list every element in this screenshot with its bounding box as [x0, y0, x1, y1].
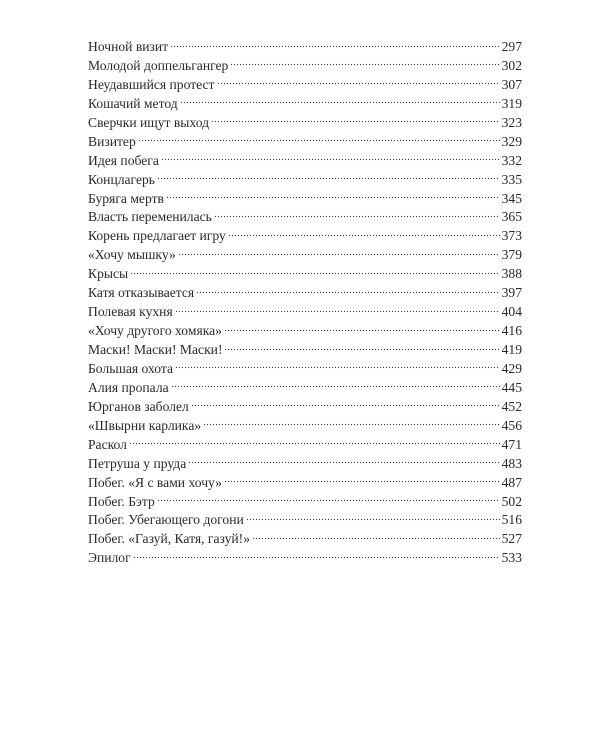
dot-leader	[175, 366, 500, 370]
toc-entry-title: Раскол	[88, 436, 127, 452]
toc-entry-title: Катя отказывается	[88, 285, 195, 301]
toc-entry-title: Кошачий метод	[88, 95, 178, 111]
toc-entry-page-number: 329	[501, 133, 522, 149]
toc-entry-title: Молодой доппельгангер	[88, 57, 229, 73]
toc-entry-page-number: 345	[501, 190, 522, 206]
dot-leader	[217, 82, 500, 86]
toc-entry-title: Сверчки ищут выход	[88, 114, 210, 130]
dot-leader	[191, 404, 500, 408]
toc-entry	[88, 417, 522, 436]
toc-entry-title: Побег. «Газуй, Катя, газуй!»	[88, 531, 250, 547]
toc-entry	[88, 493, 522, 512]
toc-entry	[88, 379, 522, 398]
dot-leader	[157, 177, 500, 181]
toc-entry-title: Петруша у пруда	[88, 455, 187, 471]
toc-entry	[88, 133, 522, 152]
toc-entry	[88, 303, 522, 322]
toc-entry-title: Побег. «Я с вами хочу»	[88, 474, 222, 490]
toc-entry	[88, 114, 522, 133]
table-of-contents	[88, 38, 522, 568]
toc-entry-title: Корень предлагает игру	[88, 228, 226, 244]
toc-entry-page-number: 302	[501, 57, 522, 73]
toc-entry-page-number: 373	[501, 228, 522, 244]
dot-leader	[133, 555, 500, 559]
dot-leader	[157, 499, 500, 503]
toc-entry	[88, 549, 522, 568]
dot-leader	[138, 139, 500, 143]
toc-entry-page-number: 527	[501, 531, 522, 547]
dot-leader	[224, 480, 500, 484]
dot-leader	[211, 120, 500, 124]
toc-entry	[88, 38, 522, 57]
toc-entry	[88, 246, 522, 265]
toc-entry-title: Эпилог	[88, 550, 131, 566]
dot-leader	[171, 385, 500, 389]
toc-entry	[88, 341, 522, 360]
toc-entry	[88, 322, 522, 341]
toc-entry-page-number: 471	[501, 436, 522, 452]
toc-entry	[88, 171, 522, 190]
dot-leader	[203, 423, 499, 427]
toc-entry-page-number: 487	[501, 474, 522, 490]
toc-entry-title: Побег. Убегающего догони	[88, 512, 244, 528]
dot-leader	[166, 196, 500, 200]
dot-leader	[252, 536, 500, 540]
toc-entry-page-number: 388	[501, 266, 522, 282]
toc-entry-title: Визитер	[88, 133, 136, 149]
toc-entry-title: Концлагерь	[88, 171, 155, 187]
toc-entry-title: «Хочу мышку»	[88, 247, 176, 263]
toc-entry-page-number: 323	[501, 114, 522, 130]
toc-entry-page-number: 456	[501, 417, 522, 433]
toc-entry-page-number: 379	[501, 247, 522, 263]
toc-entry	[88, 265, 522, 284]
toc-entry-title: Власть переменилась	[88, 209, 212, 225]
dot-leader	[129, 442, 500, 446]
toc-entry-title: Ночной визит	[88, 39, 169, 54]
toc-entry-page-number: 297	[501, 39, 522, 54]
toc-entry-title: «Хочу другого хомяка»	[88, 323, 222, 339]
toc-entry	[88, 152, 522, 171]
toc-entry-title: Маски! Маски! Маски!	[88, 342, 223, 357]
toc-entry-page-number: 445	[501, 379, 522, 395]
dot-leader	[224, 347, 499, 351]
dot-leader	[161, 158, 500, 162]
toc-entry-page-number: 404	[501, 304, 522, 320]
toc-entry-page-number: 419	[501, 342, 522, 357]
dot-leader	[130, 271, 499, 275]
dot-leader	[188, 461, 499, 465]
toc-entry	[88, 57, 522, 76]
dot-leader	[170, 44, 499, 48]
toc-entry-page-number: 533	[501, 550, 522, 566]
toc-entry-title: «Швырни карлика»	[88, 417, 202, 433]
toc-entry-page-number: 429	[501, 360, 522, 376]
toc-entry-page-number: 332	[501, 152, 522, 168]
dot-leader	[214, 214, 500, 218]
toc-entry	[88, 436, 522, 455]
toc-entry	[88, 208, 522, 227]
toc-entry-title: Алия пропала	[88, 379, 169, 395]
toc-entry	[88, 95, 522, 114]
toc-entry	[88, 455, 522, 474]
toc-entry-title: Крысы	[88, 266, 129, 282]
toc-entry-title: Большая охота	[88, 360, 174, 376]
dot-leader	[230, 63, 499, 67]
toc-entry-title: Неудавшийся протест	[88, 76, 215, 92]
toc-entry	[88, 190, 522, 209]
toc-entry-page-number: 502	[501, 493, 522, 509]
dot-leader	[196, 290, 499, 294]
toc-entry-title: Побег. Бэтр	[88, 493, 155, 509]
toc-entry	[88, 530, 522, 549]
toc-entry-title: Идея побега	[88, 152, 159, 168]
toc-entry	[88, 511, 522, 530]
toc-entry-page-number: 397	[501, 285, 522, 301]
toc-entry-title: Юрганов заболел	[88, 398, 189, 414]
toc-entry	[88, 474, 522, 493]
toc-entry-page-number: 319	[501, 95, 522, 111]
toc-entry	[88, 76, 522, 95]
toc-entry	[88, 227, 522, 246]
toc-entry-page-number: 452	[501, 398, 522, 414]
toc-entry-page-number: 365	[501, 209, 522, 225]
toc-entry	[88, 360, 522, 379]
toc-entry-title: Буряга мертв	[88, 190, 164, 206]
toc-entry	[88, 284, 522, 303]
dot-leader	[224, 328, 500, 332]
toc-entry-page-number: 307	[501, 76, 522, 92]
toc-entry-page-number: 335	[501, 171, 522, 187]
dot-leader	[246, 517, 500, 521]
dot-leader	[178, 252, 500, 256]
toc-entry-page-number: 516	[501, 512, 522, 528]
toc-entry	[88, 398, 522, 417]
toc-entry-title: Полевая кухня	[88, 304, 173, 320]
toc-entry-page-number: 416	[501, 323, 522, 339]
dot-leader	[180, 101, 500, 105]
dot-leader	[175, 309, 500, 313]
toc-entry-page-number: 483	[501, 455, 522, 471]
dot-leader	[228, 233, 500, 237]
